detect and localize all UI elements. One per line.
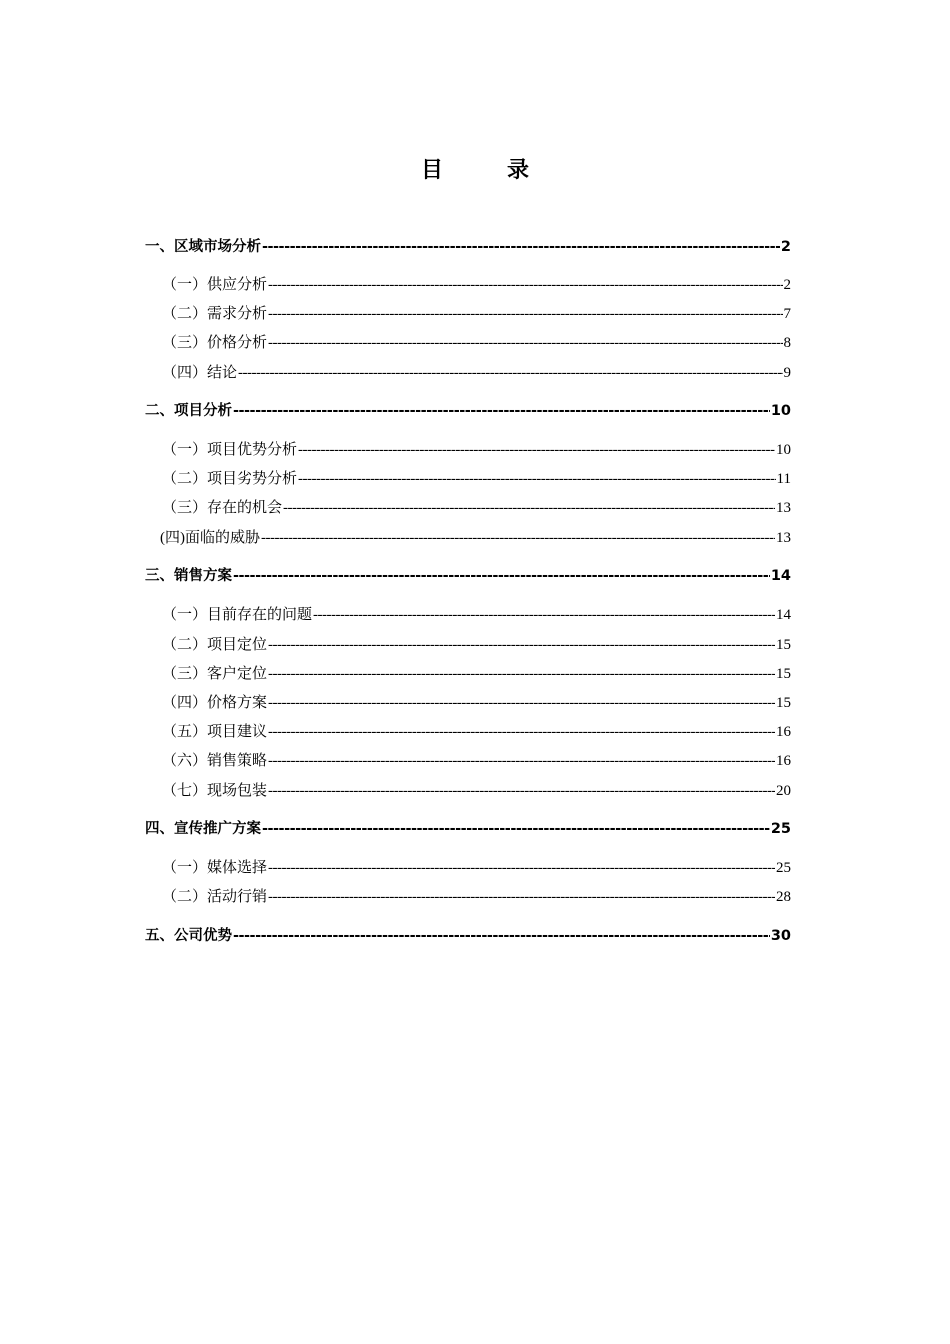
toc-page-number: 8 [783, 335, 791, 351]
toc-entry-label: （二）活动行销 [162, 889, 268, 905]
toc-entry-subsection[interactable] [162, 634, 791, 656]
toc-entry-subsection[interactable] [162, 692, 791, 714]
toc-page-number: 20 [776, 783, 791, 799]
toc-page-number: 16 [776, 753, 791, 769]
toc-page-number: 15 [776, 695, 791, 711]
toc-leader [233, 400, 770, 422]
toc-page-number: 25 [770, 821, 791, 837]
toc-leader [268, 780, 775, 802]
toc-leader [268, 692, 775, 714]
toc-entry-subsection[interactable] [162, 274, 791, 296]
toc-entry-subsection[interactable] [162, 886, 791, 908]
toc-entry-section-4[interactable] [145, 818, 791, 840]
toc-page-number: 2 [780, 239, 791, 255]
toc-leader [298, 439, 775, 461]
toc-page-number: 15 [776, 666, 791, 682]
toc-entry-label: 五、公司优势 [145, 928, 232, 944]
toc-page-number: 13 [776, 500, 791, 516]
toc-entry-label: 四、宣传推广方案 [145, 821, 261, 837]
toc-leader [261, 527, 775, 549]
toc-entry-label: （二）需求分析 [162, 306, 268, 322]
toc-entry-label: （三）客户定位 [162, 666, 268, 682]
toc-leader [233, 565, 770, 587]
toc-entry-subsection[interactable] [162, 439, 791, 461]
toc-entry-label: （五）项目建议 [162, 724, 268, 740]
toc-leader [268, 303, 782, 325]
toc-leader [283, 497, 775, 519]
toc-entry-subsection[interactable] [162, 332, 791, 354]
toc-page-number: 13 [776, 530, 791, 546]
toc-entry-subsection[interactable] [162, 497, 791, 519]
toc-leader [268, 886, 775, 908]
toc-page-number: 2 [783, 277, 791, 293]
toc-entry-subsection[interactable] [162, 663, 791, 685]
toc-entry-label: 三、销售方案 [145, 568, 232, 584]
title-char-1: 目 [420, 158, 443, 183]
toc-entry-subsection[interactable] [162, 780, 791, 802]
toc-entry-label: （一）项目优势分析 [162, 442, 298, 458]
toc-leader [268, 274, 782, 296]
toc-entry-section-1[interactable] [145, 236, 791, 258]
toc-entry-label: （六）销售策略 [162, 753, 268, 769]
toc-page-number: 14 [776, 607, 791, 623]
page-title [0, 153, 950, 184]
toc-entry-subsection[interactable] [162, 303, 791, 325]
toc-page-number: 14 [770, 568, 791, 584]
toc-entry-subsection[interactable] [162, 750, 791, 772]
toc-page-number: 16 [776, 724, 791, 740]
toc-entry-label: 二、项目分析 [145, 403, 232, 419]
toc-entry-subsection[interactable] [162, 857, 791, 879]
toc-entry-label: （四）结论 [162, 365, 238, 381]
toc-entry-label: （二）项目定位 [162, 637, 268, 653]
toc-leader [262, 818, 770, 840]
toc-entry-label: （三）存在的机会 [162, 500, 283, 516]
toc-entry-subsection[interactable] [162, 604, 791, 626]
toc-page-number: 7 [783, 306, 791, 322]
toc-entry-label: （二）项目劣势分析 [162, 471, 298, 487]
toc-page-number: 10 [770, 403, 791, 419]
toc-entry-section-3[interactable] [145, 565, 791, 587]
toc-leader [268, 663, 775, 685]
toc-page-number: 30 [770, 928, 791, 944]
toc-entry-label: （七）现场包装 [162, 783, 268, 799]
toc-leader [268, 634, 775, 656]
toc-entry-subsection[interactable] [162, 468, 791, 490]
toc-page-number: 10 [776, 442, 791, 458]
toc-entry-label: (四)面临的威胁 [160, 530, 260, 546]
toc-entry-label: （一）供应分析 [162, 277, 268, 293]
title-char-2: 录 [507, 158, 530, 183]
toc-leader [268, 857, 775, 879]
toc-leader [268, 332, 782, 354]
toc-leader [268, 750, 775, 772]
toc-entry-subsection[interactable] [162, 362, 791, 384]
toc-entry-label: （四）价格方案 [162, 695, 268, 711]
toc-leader [298, 468, 776, 490]
toc-entry-label: （一）媒体选择 [162, 860, 268, 876]
toc-entry-section-2[interactable] [145, 400, 791, 422]
toc-entry-label: （一）目前存在的问题 [162, 607, 313, 623]
toc-entry-subsection[interactable] [160, 527, 791, 549]
toc-entry-label: （三）价格分析 [162, 335, 268, 351]
toc-leader [262, 236, 780, 258]
toc-page-number: 15 [776, 637, 791, 653]
toc-page-number: 28 [776, 889, 791, 905]
toc-entry-section-5[interactable] [145, 925, 791, 947]
toc-leader [233, 925, 770, 947]
toc-leader [268, 721, 775, 743]
toc-page-number: 25 [776, 860, 791, 876]
toc-page-number: 9 [783, 365, 791, 381]
toc-entry-label: 一、区域市场分析 [145, 239, 261, 255]
toc-leader [238, 362, 782, 384]
toc-leader [313, 604, 775, 626]
toc-page-number: 11 [776, 471, 791, 487]
toc-entry-subsection[interactable] [162, 721, 791, 743]
